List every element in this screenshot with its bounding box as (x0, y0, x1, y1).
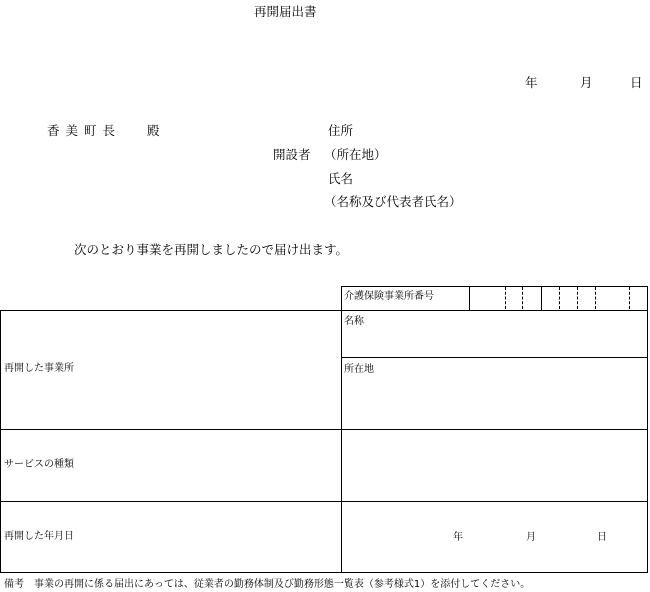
table-line (541, 286, 542, 310)
digit-divider (522, 287, 523, 309)
reopen-date-label: 再開した年月日 (4, 531, 74, 542)
date-day-label: 日 (630, 75, 643, 90)
digit-divider (629, 287, 630, 309)
date-month-label: 月 (580, 75, 593, 90)
digit-divider (595, 287, 596, 309)
address-note: （所在地） (324, 147, 387, 162)
table-line (0, 310, 648, 311)
reopen-year-label: 年 (453, 532, 463, 543)
statement-text: 次のとおり事業を再開しましたので届け出ます。 (74, 242, 349, 257)
digit-divider (559, 287, 560, 309)
name-label: 氏名 (328, 171, 354, 186)
name-note: （名称及び代表者氏名） (324, 194, 462, 209)
reopen-month-label: 月 (526, 532, 536, 543)
office-number-label: 介護保険事業所番号 (344, 291, 434, 302)
table-line (0, 310, 1, 573)
table-line (469, 286, 470, 310)
addressee-name: 香美町長 (47, 123, 122, 138)
service-type-label: サービスの種類 (4, 459, 74, 470)
office-name-label: 名称 (344, 316, 364, 327)
footnote: 備考 事業の再開に係る届出にあっては、従業者の勤務体制及び勤務形態一覧表（参考様式1）を添付してください。 (4, 579, 531, 590)
digit-divider (577, 287, 578, 309)
reopened-office-label: 再開した事業所 (4, 363, 74, 374)
table-line (0, 429, 648, 430)
office-location-label: 所在地 (344, 364, 374, 375)
reopen-day-label: 日 (597, 532, 607, 543)
form-title: 再開届出書 (254, 4, 317, 19)
applicant-role-label: 開設者 (273, 147, 311, 162)
date-year-label: 年 (525, 75, 538, 90)
digit-divider (505, 287, 506, 309)
address-label: 住所 (328, 123, 354, 138)
addressee-honorific: 殿 (147, 123, 160, 138)
table-line (0, 501, 648, 502)
table-line (341, 286, 648, 287)
table-line (341, 357, 648, 358)
table-line (0, 572, 648, 573)
